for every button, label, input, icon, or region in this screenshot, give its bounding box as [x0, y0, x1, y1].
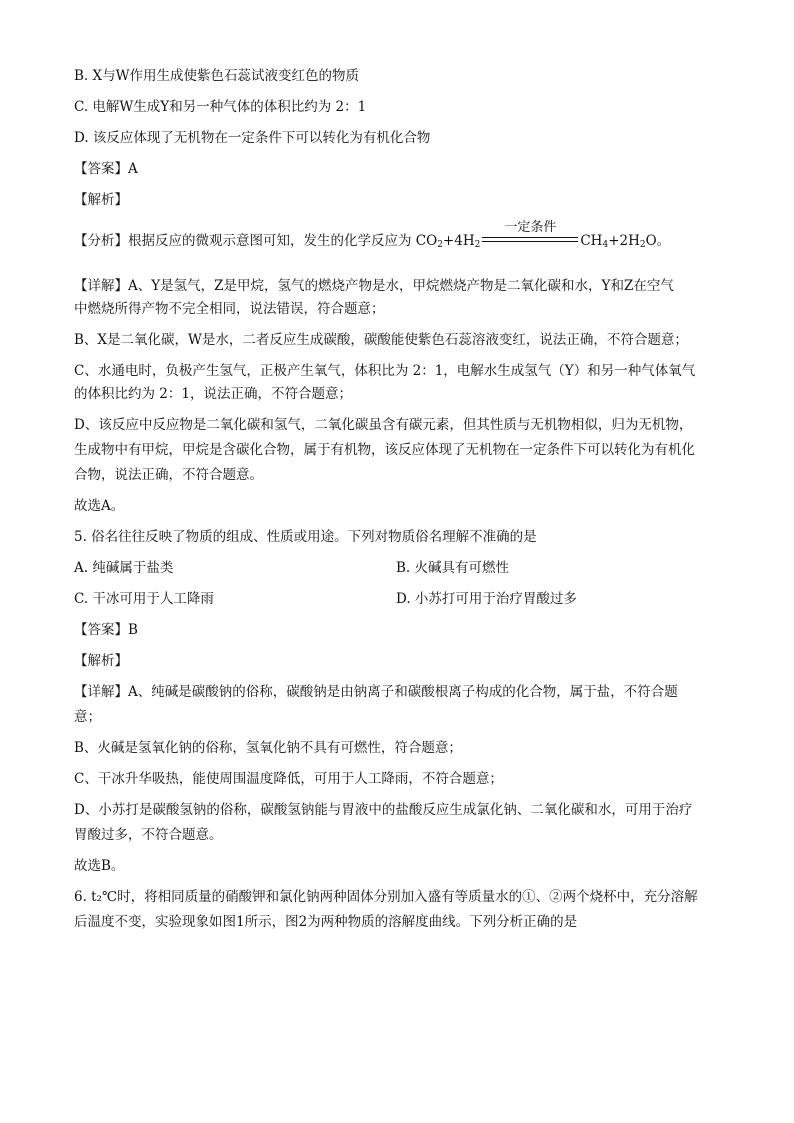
q4-detail-c-line2: 的体积比约为 2：1，说法正确，不符合题意；: [74, 386, 352, 402]
q4-detail-d-line2: 生成物中有甲烷，甲烷是含碳化合物，属于有机物，该反应体现了无机物在一定条件下可以转化为有机化: [74, 442, 695, 458]
q4-option-b: B. X与W作用生成使紫色石蕊试液变红色的物质: [74, 68, 359, 84]
ch4-subscript: 4: [602, 240, 609, 250]
h2o-subscript: 2: [639, 240, 646, 250]
q6-stem-line2: 后温度不变，实验现象如图1所示，图2为两种物质的溶解度曲线。下列分析正确的是: [74, 914, 578, 930]
q5-options-row2: [74, 589, 724, 609]
q4-detail-c-line1: C、水通电时，负极产生氢气，正极产生氧气，体积比为 2：1，电解水生成氢气（Y）和另一种气体氧气: [74, 363, 696, 379]
q5-options-row1: [74, 558, 724, 578]
fenxi-product-ch4: CH: [580, 233, 603, 249]
q5-option-a: A. 纯碱属于盐类: [74, 560, 174, 576]
q5-answer: 【答案】B: [74, 622, 138, 638]
co2-subscript: 2: [437, 240, 443, 250]
q4-option-c: C. 电解W生成Y和另一种气体的体积比约为 2：1: [74, 99, 367, 115]
q4-answer: 【答案】A: [74, 161, 138, 177]
reaction-condition: 一定条件: [504, 220, 557, 235]
document-page: [74, 66, 724, 932]
reaction-condition-arrow: [480, 220, 580, 251]
q4-conclusion: 故选A。: [74, 498, 125, 514]
q4-detail-a-line2: 中燃烧所得产物不完全相同，说法错误，符合题意；: [74, 301, 385, 317]
q4-fenxi-equation: [74, 221, 724, 255]
q5-detail-a-line1: 【详解】A、纯碱是碳酸钠的俗称，碳酸钠是由钠离子和碳酸根离子构成的化合物，属于盐，不符合题: [74, 684, 678, 700]
q4-detail-d-line3: 合物，说法正确，不符合题意。: [74, 467, 263, 483]
fenxi-prefix: 【分析】根据反应的微观示意图可知，发生的化学反应为 CO: [74, 233, 438, 249]
q4-detail-a-line1: 【详解】A、Y是氢气，Z是甲烷，氢气的燃烧产物是水，甲烷燃烧产物是二氧化碳和水，Y和Z在空气: [74, 278, 674, 294]
q4-option-d: D. 该反应体现了无机物在一定条件下可以转化为有机化合物: [74, 130, 431, 146]
q5-stem: 5. 俗名往往反映了物质的组成、性质或用途。下列对物质俗名理解不准确的是: [74, 529, 537, 545]
fenxi-product-h2o: +2H: [608, 233, 640, 249]
q5-analysis-heading: 【解析】: [74, 653, 128, 669]
q5-detail-c: C、干冰升华吸热，能使周围温度降低，可用于人工降雨，不符合题意；: [74, 771, 503, 787]
q5-option-b: B. 火碱具有可燃性: [396, 560, 510, 576]
q5-detail-d-line1: D、小苏打是碳酸氢钠的俗称，碳酸氢钠能与胃液中的盐酸反应生成氯化钠、二氧化碳和水，可用于治疗: [74, 802, 693, 818]
h2-subscript: 2: [474, 240, 481, 250]
q6-stem-line1: 6. t₂℃时，将相同质量的硝酸钾和氯化钠两种固体分别加入盛有等质量水的①、②两个烧杯中，充分溶解: [74, 889, 698, 905]
q4-detail-d-line1: D、该反应中反应物是二氧化碳和氢气，二氧化碳虽含有碳元素，但其性质与无机物相似，归为无机物，: [74, 417, 693, 433]
q5-detail-b: B、火碱是氢氧化钠的俗称，氢氧化钠不具有可燃性，符合题意；: [74, 740, 462, 756]
q4-analysis-heading: 【解析】: [74, 192, 128, 208]
q5-option-c: C. 干冰可用于人工降雨: [74, 591, 214, 607]
q5-conclusion: 故选B。: [74, 858, 125, 874]
equals-sign-icon: [482, 237, 578, 242]
q5-detail-d-line2: 胃酸过多，不符合题意。: [74, 827, 223, 843]
q4-detail-b: B、X是二氧化碳，W是水，二者反应生成碳酸，碳酸能使紫色石蕊溶液变红，说法正确，不符合题意；: [74, 332, 688, 348]
fenxi-plus-h2: +4H: [442, 233, 475, 249]
fenxi-end: O。: [645, 233, 671, 249]
q5-option-d: D. 小苏打可用于治疗胃酸过多: [396, 591, 577, 607]
q5-detail-a-line2: 意；: [74, 709, 101, 725]
